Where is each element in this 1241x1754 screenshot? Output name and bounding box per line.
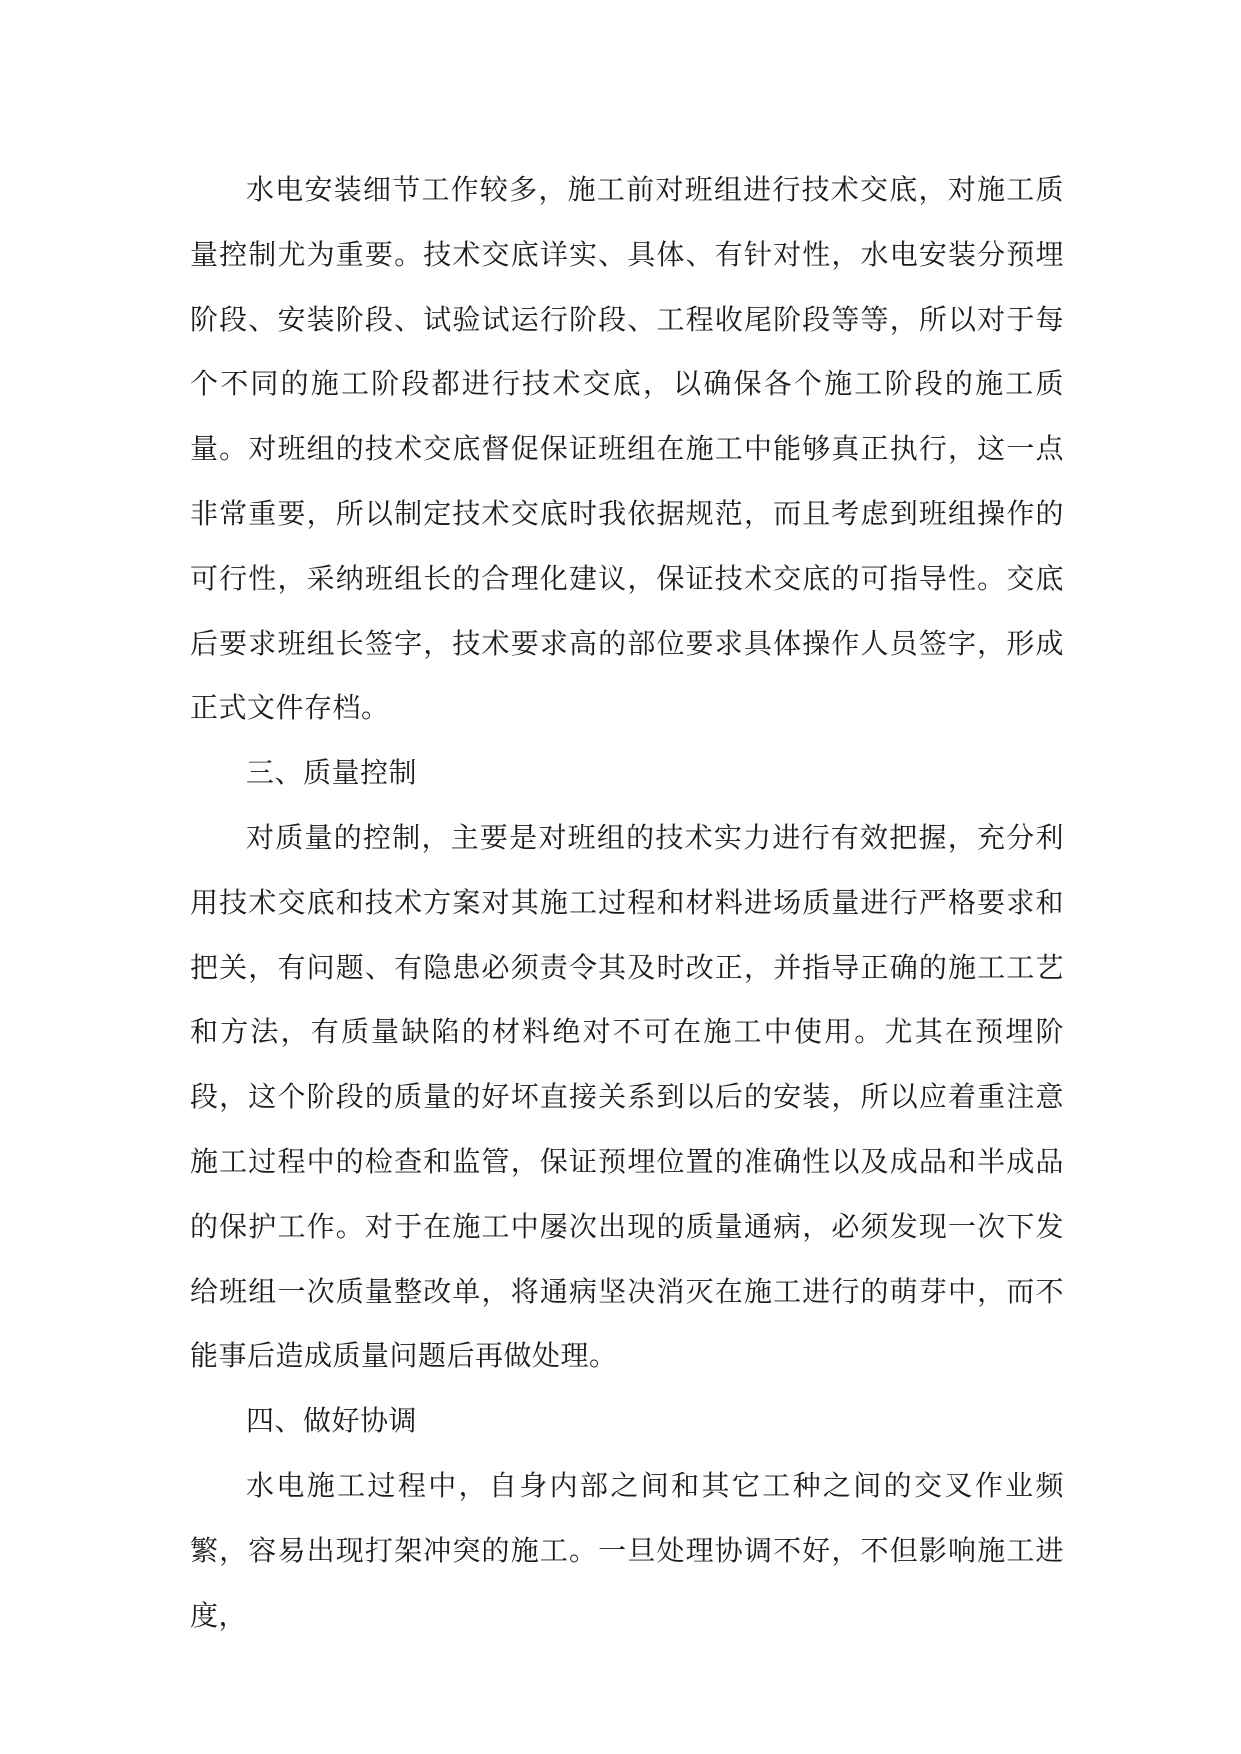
heading-quality-control: 三、质量控制 bbox=[246, 756, 418, 790]
paragraph-technical-briefing: 水电安装细节工作较多，施工前对班组进行技术交底，对施工质量控制尤为重要。技术交底详实、具体、有针对性，水电安装分预埋阶段、安装阶段、试验试运行阶段、工程收尾阶段等等，所以对于每个不同的施工阶段都进行技术交底，以确保各个施工阶段的施工质量。对班组的技术交底督促保证班组在施工中能够真正执行，这一点非常重要，所以制定技术交底时我依据规范，而且考虑到班组操作的可行性，采纳班组长的合理化建议，保证技术交底的可指导性。交底后要求班组长签字，技术要求高的部位要求具体操作人员签字，形成正式文件存档。 bbox=[190, 173, 1064, 725]
heading-coordination: 四、做好协调 bbox=[246, 1404, 418, 1438]
paragraph-coordination: 水电施工过程中，自身内部之间和其它工种之间的交叉作业频繁，容易出现打架冲突的施工。一旦处理协调不好，不但影响施工进度， bbox=[190, 1468, 1064, 1632]
document-body bbox=[190, 158, 1064, 1648]
paragraph-quality-control: 对质量的控制，主要是对班组的技术实力进行有效把握，充分利用技术交底和技术方案对其施工过程和材料进场质量进行严格要求和把关，有问题、有隐患必须责令其及时改正，并指导正确的施工工艺和方法，有质量缺陷的材料绝对不可在施工中使用。尤其在预埋阶段，这个阶段的质量的好坏直接关系到以后的安装，所以应着重注意施工过程中的检查和监管，保证预埋位置的准确性以及成品和半成品的保护工作。对于在施工中屡次出现的质量通病，必须发现一次下发给班组一次质量整改单，将通病坚决消灭在施工进行的萌芽中，而不能事后造成质量问题后再做处理。 bbox=[190, 820, 1064, 1373]
